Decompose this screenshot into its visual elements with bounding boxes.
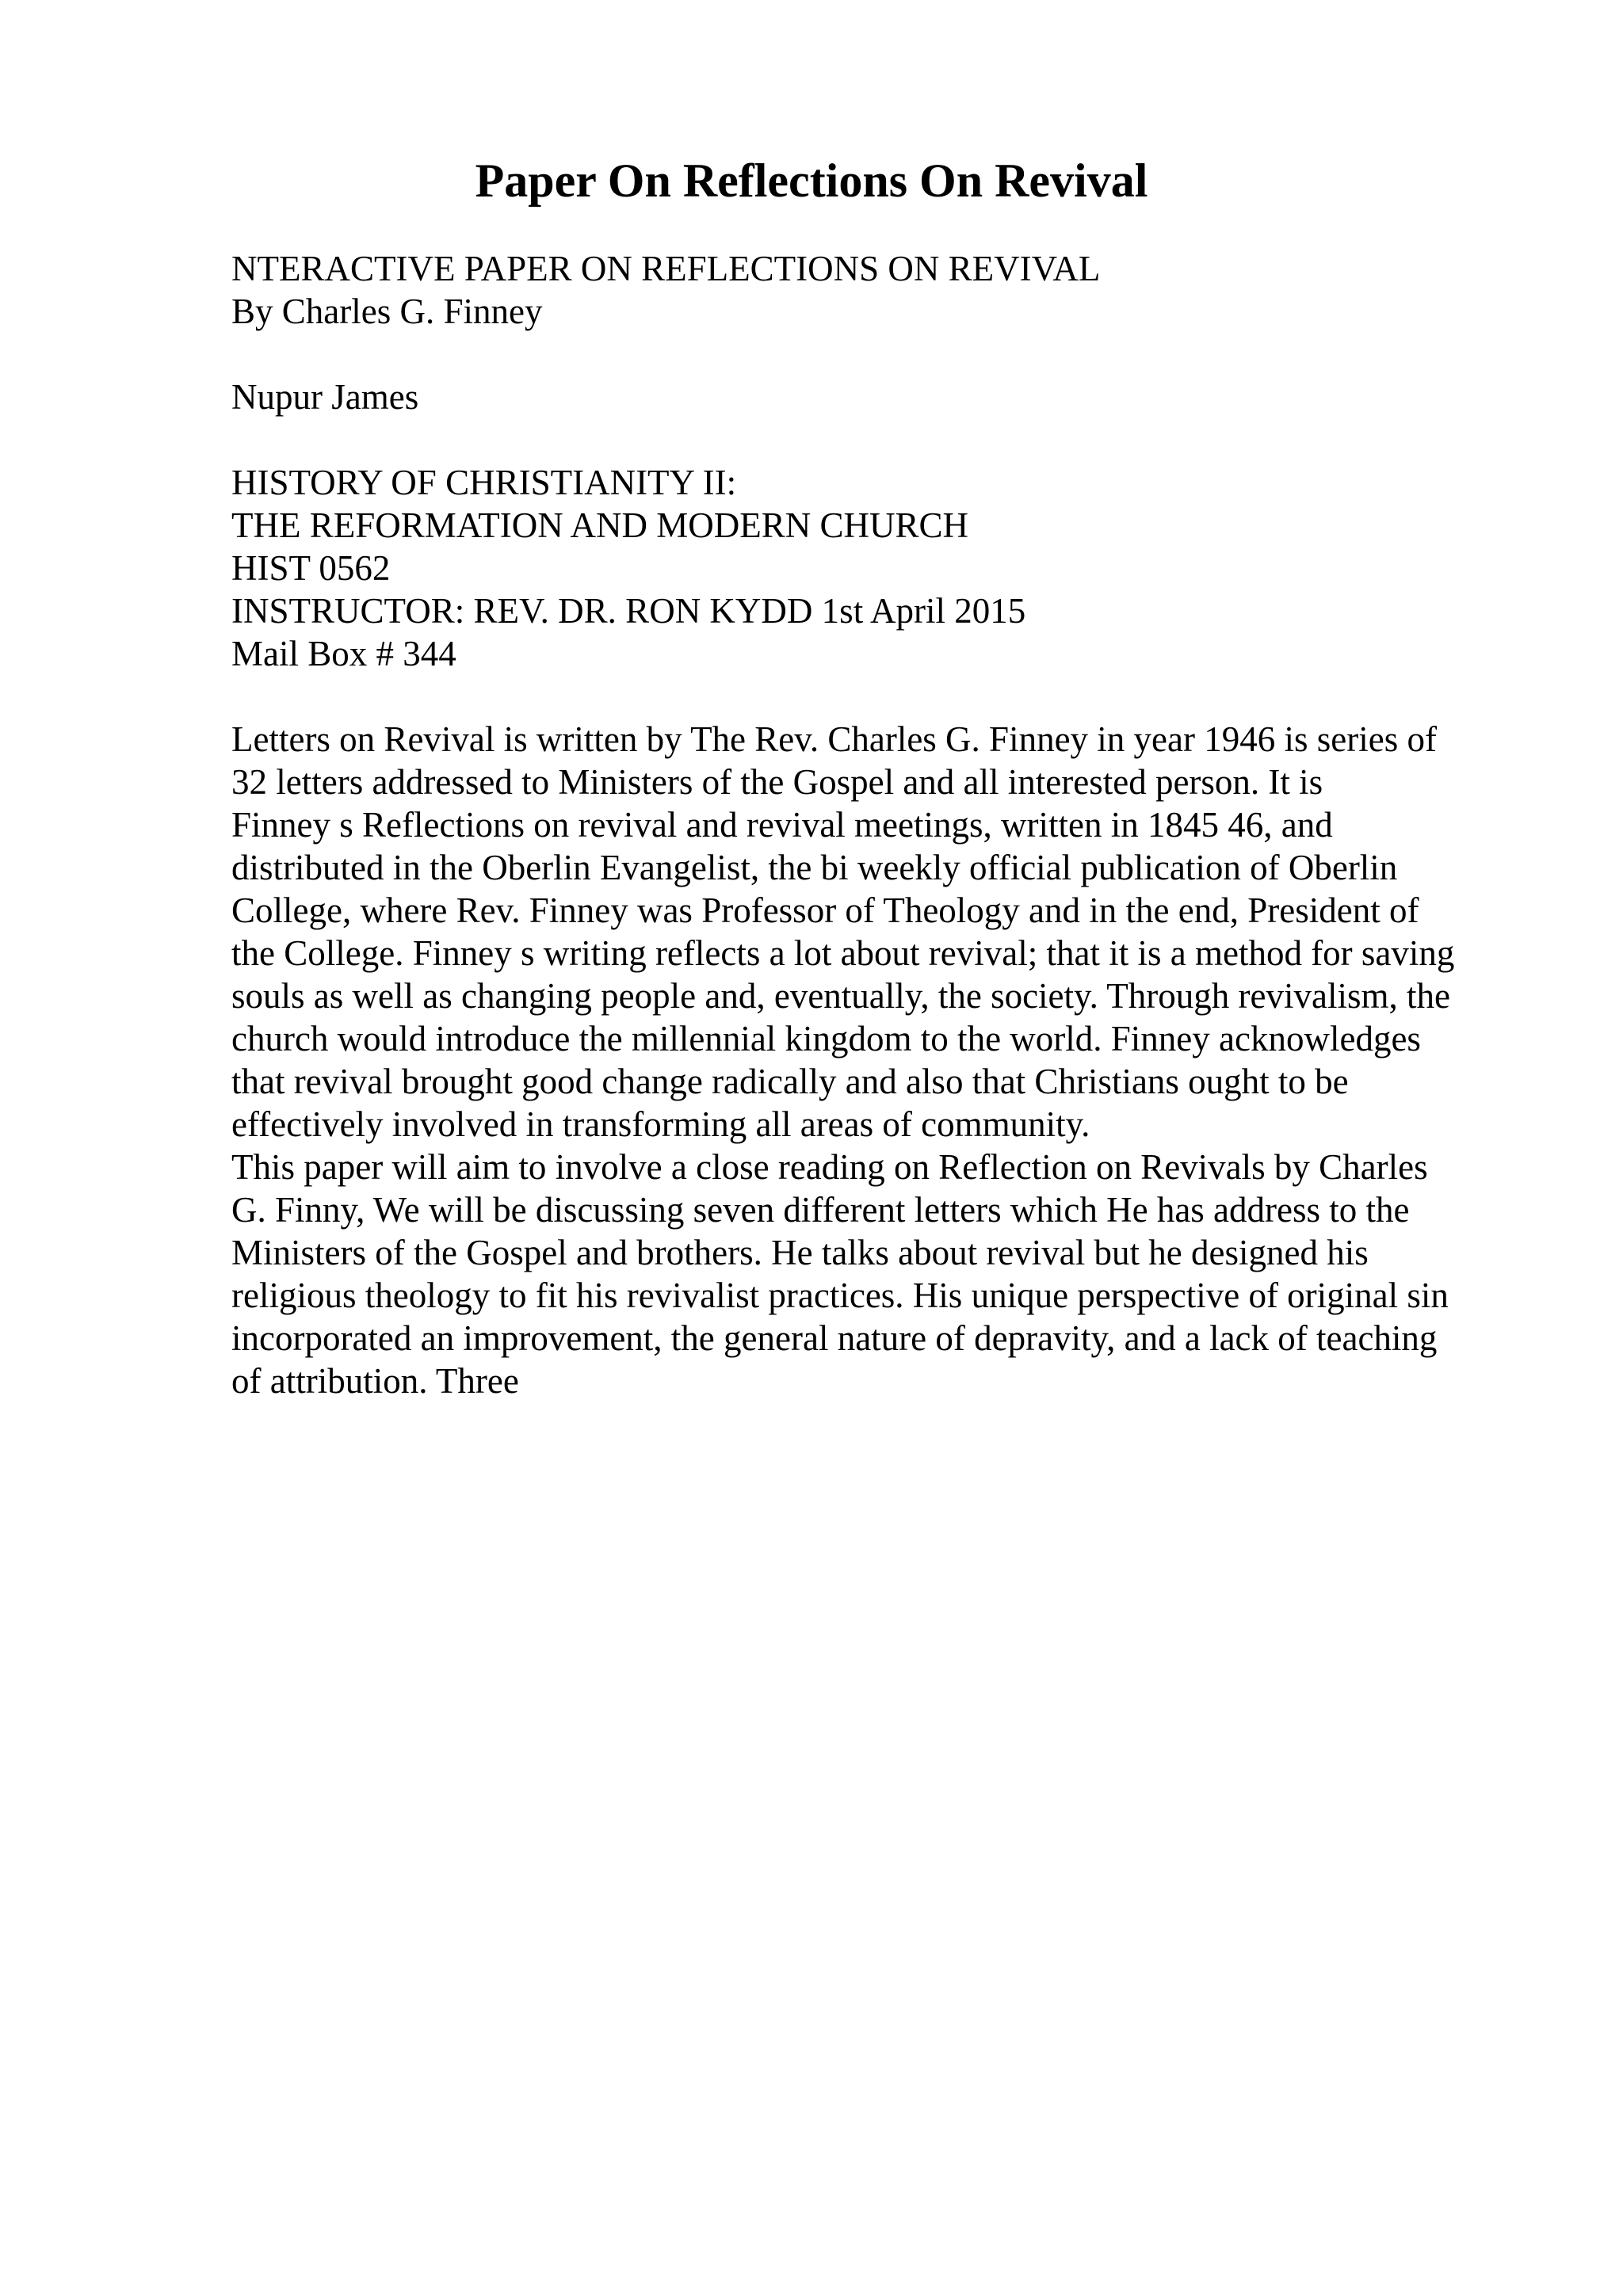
body-line: College, where Rev. Finney was Professor of Theology and in the end, President of [231, 891, 1419, 930]
body-line: Finney s Reflections on revival and revival meetings, written in 1845 46, and [231, 805, 1333, 845]
body-line: 32 letters addressed to Ministers of the Gospel and all interested person. It is [231, 762, 1323, 802]
body-line: that revival brought good change radically and also that Christians ought to be [231, 1062, 1349, 1101]
body-line: souls as well as changing people and, eventually, the society. Through revivalism, the [231, 976, 1450, 1016]
body-line: effectively involved in transforming all areas of community. [231, 1104, 1090, 1144]
body-line: This paper will aim to involve a close reading on Reflection on Revivals by Charles [231, 1147, 1428, 1187]
course-line: THE REFORMATION AND MODERN CHURCH [231, 505, 969, 545]
body-line: distributed in the Oberlin Evangelist, the bi weekly official publication of Oberlin [231, 848, 1398, 887]
body-line: Ministers of the Gospel and brothers. He talks about revival but he designed his [231, 1233, 1369, 1272]
course-line: Mail Box # 344 [231, 634, 456, 673]
document-title: Paper On Reflections On Revival [475, 154, 1148, 207]
body-line: church would introduce the millennial kingdom to the world. Finney acknowledges [231, 1019, 1421, 1058]
course-info [231, 461, 1515, 675]
author-name [231, 376, 1515, 418]
body-line: incorporated an improvement, the general nature of depravity, and a lack of teaching [231, 1318, 1438, 1358]
course-line: HISTORY OF CHRISTIANITY II: [231, 463, 737, 502]
course-line: HIST 0562 [231, 548, 391, 588]
body-line: the College. Finney s writing reflects a lot about revival; that it is a method for saving [231, 933, 1455, 973]
subtitle-line: NTERACTIVE PAPER ON REFLECTIONS ON REVIVAL [231, 249, 1101, 288]
body-text [231, 718, 1515, 1402]
body-line: Letters on Revival is written by The Rev. Charles G. Finney in year 1946 is series of [231, 719, 1437, 759]
author-line: Nupur James [231, 377, 419, 417]
body-line: G. Finny, We will be discussing seven different letters which He has address to the [231, 1190, 1410, 1230]
body-line: of attribution. Three [231, 1361, 519, 1401]
paper-subtitle [231, 247, 1515, 333]
course-line: INSTRUCTOR: REV. DR. RON KYDD 1st April 2015 [231, 591, 1026, 631]
subtitle-byline: By Charles G. Finney [231, 292, 543, 331]
body-line: religious theology to fit his revivalist practices. His unique perspective of original sin [231, 1276, 1449, 1315]
